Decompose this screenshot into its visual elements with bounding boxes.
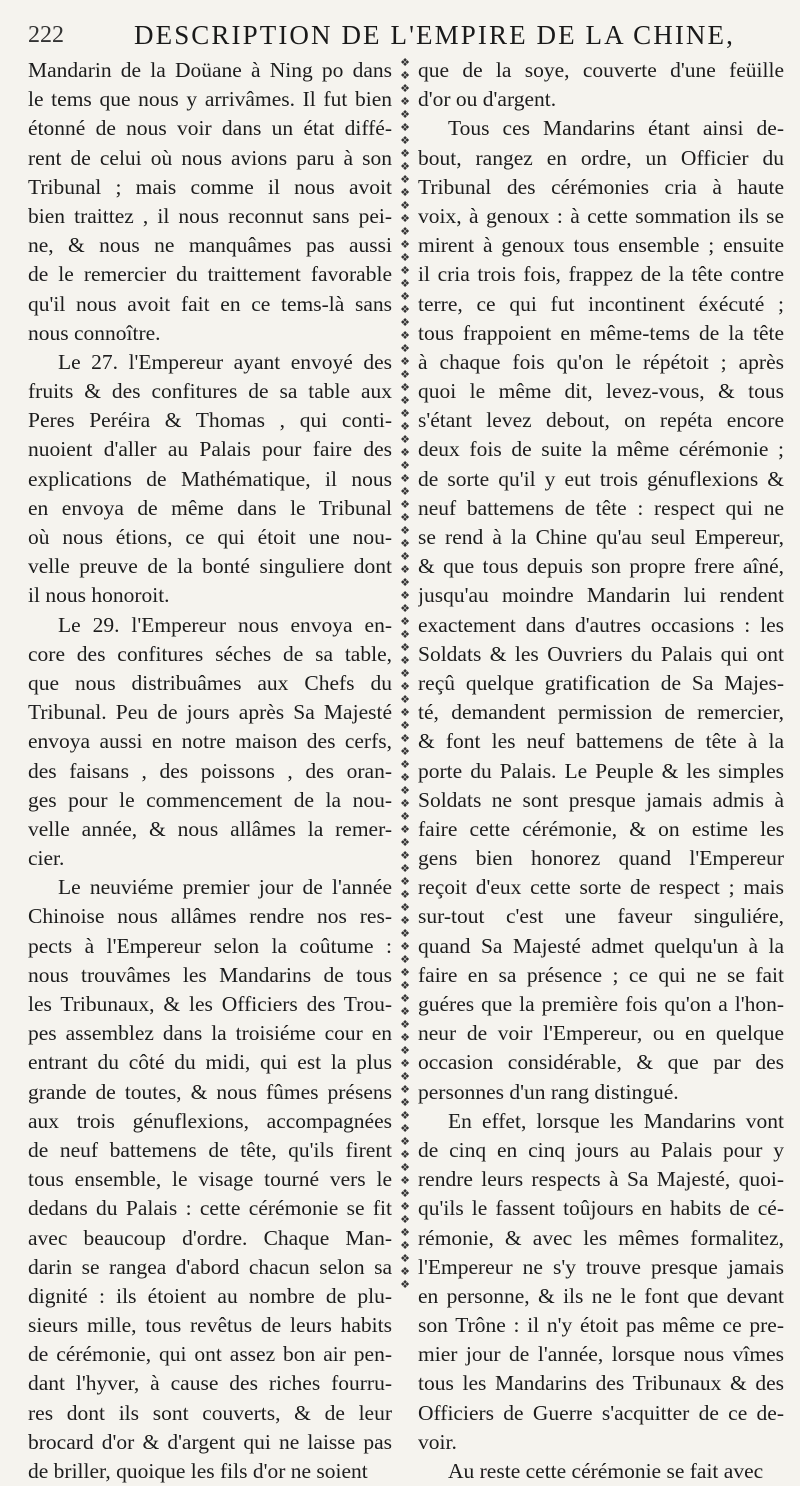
fleuron-ornament-icon: ❖ (400, 1070, 410, 1083)
text-line: à chaque fois qu'on le répétoit ; après (418, 349, 784, 374)
text-line: qu'ils le fassent toûjours en habits de cé- (418, 1196, 784, 1221)
text-line: dedans du Palais : cette cérémonie se fit (28, 1196, 392, 1221)
text-line: quand Sa Majesté admet quelqu'un à la (418, 933, 784, 958)
fleuron-ornament-icon: ❖ (400, 134, 410, 147)
fleuron-ornament-icon: ❖ (400, 1044, 410, 1057)
text-line: d'or ou d'argent. (418, 87, 557, 112)
fleuron-ornament-icon: ❖ (400, 589, 410, 602)
fleuron-ornament-icon: ❖ (400, 797, 410, 810)
text-line: s'étant levez debout, on repéta encore (418, 408, 784, 433)
fleuron-ornament-icon: ❖ (400, 199, 410, 212)
text-line: ges pour le commencement de la nou- (28, 787, 392, 812)
text-line: avec beaucoup d'ordre. Chaque Man- (28, 1225, 392, 1250)
text-line: son Trône : il n'y étoit pas même ce pre- (418, 1313, 784, 1338)
fleuron-ornament-icon: ❖ (400, 95, 410, 108)
text-line: étonné de nous voir dans un état diffé- (28, 116, 392, 141)
text-line: gens bien honorez quand l'Empereur (418, 846, 784, 871)
text-line: explications de Mathématique, il nous (28, 466, 392, 491)
fleuron-ornament-icon: ❖ (400, 1226, 410, 1239)
fleuron-ornament-icon: ❖ (400, 264, 410, 277)
fleuron-ornament-icon: ❖ (400, 368, 410, 381)
fleuron-ornament-icon: ❖ (400, 472, 410, 485)
fleuron-ornament-icon: ❖ (400, 979, 410, 992)
fleuron-ornament-icon: ❖ (400, 82, 410, 95)
text-line: reçoit d'eux cette sorte de respect ; mais (418, 875, 784, 900)
fleuron-ornament-icon: ❖ (400, 186, 410, 199)
text-line: té, demandent permission de remercier, (418, 700, 784, 725)
fleuron-ornament-icon: ❖ (400, 485, 410, 498)
fleuron-ornament-icon: ❖ (400, 576, 410, 589)
fleuron-ornament-icon: ❖ (400, 225, 410, 238)
text-line: rendre leurs respects à Sa Majesté, quoi- (418, 1167, 784, 1192)
text-line: voix, à genoux : à cette sommation ils se (418, 203, 784, 228)
fleuron-ornament-icon: ❖ (400, 1122, 410, 1135)
text-line: core des confitures séches de sa table, (28, 641, 392, 666)
text-line: occasion considérable, & que par des (418, 1050, 784, 1075)
text-line: reçû quelque gratification de Sa Majes- (418, 670, 784, 695)
fleuron-ornament-icon: ❖ (400, 1018, 410, 1031)
fleuron-ornament-icon: ❖ (400, 160, 410, 173)
text-line: rent de celui où nous avions paru à son (28, 145, 392, 170)
text-line: & font les neuf battemens de tête à la (418, 729, 784, 754)
text-line: neur de voir l'Empereur, ou en quelque (418, 1021, 784, 1046)
text-line: sieurs mille, tous revêtus de leurs habits (28, 1313, 392, 1338)
text-line: neuf battemens de tête : respect qui ne (418, 495, 784, 520)
fleuron-ornament-icon: ❖ (400, 381, 410, 394)
text-line: en envoya de même dans le Tribunal (28, 495, 392, 520)
text-line: Officiers de Guerre s'acquitter de ce de- (418, 1400, 784, 1425)
fleuron-ornament-icon: ❖ (400, 654, 410, 667)
text-line: il nous honoroit. (28, 583, 170, 608)
text-line: nous connoître. (28, 320, 161, 345)
text-line: aux trois génuflexions, accompagnées (28, 1108, 392, 1133)
text-line: En effet, lorsque les Mandarins vont (448, 1108, 784, 1133)
text-line: exactement dans d'autres occasions : les (418, 612, 784, 637)
fleuron-ornament-icon: ❖ (400, 108, 410, 121)
text-line: tous ensemble, le visage tourné vers le (28, 1167, 392, 1192)
text-line: dant l'hyver, à cause des riches fourru- (28, 1371, 392, 1396)
fleuron-ornament-icon: ❖ (400, 212, 410, 225)
text-line: le tems que nous y arrivâmes. Il fut bien (28, 87, 392, 112)
fleuron-ornament-icon: ❖ (400, 1005, 410, 1018)
text-line: que de la soye, couverte d'une feüille (418, 58, 784, 82)
fleuron-ornament-icon: ❖ (400, 1213, 410, 1226)
fleuron-ornament-icon: ❖ (400, 862, 410, 875)
fleuron-ornament-icon: ❖ (400, 446, 410, 459)
fleuron-ornament-icon: ❖ (400, 693, 410, 706)
text-line: que nous distribuâmes aux Chefs du (28, 670, 392, 695)
text-line: Le neuviéme premier jour de l'année (58, 875, 392, 900)
fleuron-ornament-icon: ❖ (400, 953, 410, 966)
fleuron-ornament-icon: ❖ (400, 563, 410, 576)
fleuron-ornament-icon: ❖ (400, 849, 410, 862)
text-line: faire cette cérémonie, & on estime les (418, 816, 784, 841)
fleuron-ornament-icon: ❖ (400, 537, 410, 550)
text-line: jusqu'au moindre Mandarin lui rendent (418, 583, 784, 608)
text-line: les Tribunaux, & les Officiers des Trou- (28, 992, 392, 1016)
text-line: l'Empereur ne s'y trouve presque jamais (418, 1254, 784, 1279)
text-line: Mandarin de la Doüane à Ning po dans (28, 58, 392, 82)
left-text-column (28, 56, 392, 1483)
text-line: Tribunal des cérémonies cria à haute (418, 174, 784, 199)
fleuron-ornament-icon: ❖ (400, 550, 410, 563)
fleuron-ornament-icon: ❖ (400, 342, 410, 355)
text-line: mirent à genoux tous ensemble ; ensuite (418, 233, 784, 258)
fleuron-ornament-icon: ❖ (400, 238, 410, 251)
fleuron-ornament-icon: ❖ (400, 615, 410, 628)
text-line: tous frappoient en même-tems de la tête (418, 320, 784, 345)
fleuron-ornament-icon: ❖ (400, 1200, 410, 1213)
fleuron-ornament-icon: ❖ (400, 277, 410, 290)
fleuron-ornament-icon: ❖ (400, 290, 410, 303)
text-line: Tribunal ; mais comme il nous avoit (28, 174, 392, 199)
text-line: ne, & nous ne manquâmes pas aussi (28, 233, 392, 258)
text-line: se rend à la Chine qu'au seul Empereur, (418, 525, 784, 549)
text-line: mier jour de l'année, lorsque nous vîmes (418, 1342, 784, 1367)
text-line: darin se rangea d'abord chacun selon sa (28, 1254, 392, 1279)
page-header (22, 14, 782, 54)
fleuron-ornament-icon: ❖ (400, 459, 410, 472)
text-line: dignité : ils étoient au nombre de plu- (28, 1283, 392, 1308)
text-line: deux fois de suite la même cérémonie ; (418, 437, 784, 462)
fleuron-ornament-icon: ❖ (400, 732, 410, 745)
fleuron-ornament-icon: ❖ (400, 888, 410, 901)
text-line: de briller, quoique les fils d'or ne soient (28, 1459, 368, 1483)
fleuron-ornament-icon: ❖ (400, 407, 410, 420)
fleuron-ornament-icon: ❖ (400, 810, 410, 823)
fleuron-ornament-icon: ❖ (400, 641, 410, 654)
fleuron-ornament-icon: ❖ (400, 1083, 410, 1096)
fleuron-ornament-icon: ❖ (400, 1148, 410, 1161)
fleuron-ornament-icon: ❖ (400, 524, 410, 537)
fleuron-ornament-icon: ❖ (400, 628, 410, 641)
fleuron-ornament-icon: ❖ (400, 823, 410, 836)
running-title: DESCRIPTION DE L'EMPIRE DE LA CHINE, (134, 20, 735, 50)
fleuron-ornament-icon: ❖ (400, 121, 410, 134)
text-line: bien traittez , il nous reconnut sans pei- (28, 203, 392, 228)
text-line: Tous ces Mandarins étant ainsi de- (448, 116, 784, 141)
text-line: voir. (418, 1429, 457, 1454)
fleuron-ornament-icon: ❖ (400, 1057, 410, 1070)
text-line: quoi le même dit, levez-vous, & tous (418, 379, 784, 404)
text-line: sur-tout c'est une faveur singuliére, (418, 904, 784, 929)
text-line: porte du Palais. Le Peuple & les simples (418, 758, 784, 783)
fleuron-ornament-icon: ❖ (400, 173, 410, 186)
text-line: de cinq en cinq jours au Palais pour y (418, 1137, 784, 1162)
fleuron-ornament-icon: ❖ (400, 901, 410, 914)
text-line: fruits & des confitures de sa table aux (28, 379, 392, 404)
page-number: 222 (28, 22, 64, 48)
fleuron-ornament-icon: ❖ (400, 1187, 410, 1200)
fleuron-ornament-icon: ❖ (400, 511, 410, 524)
text-line: guéres que la première fois qu'on a l'hon- (418, 992, 784, 1016)
fleuron-ornament-icon: ❖ (400, 433, 410, 446)
text-line: brocard d'or & d'argent qui ne laisse pas (28, 1429, 392, 1454)
text-line: tous les Mandarins des Tribunaux & des (418, 1371, 784, 1396)
fleuron-ornament-icon: ❖ (400, 1031, 410, 1044)
text-line: où nous étions, ce qui étoit une nou- (28, 525, 392, 549)
fleuron-ornament-icon: ❖ (400, 667, 410, 680)
text-line: bout, rangez en ordre, un Officier du (418, 145, 784, 170)
fleuron-ornament-icon: ❖ (400, 758, 410, 771)
fleuron-ornament-icon: ❖ (400, 329, 410, 342)
text-line: grande de toutes, & nous fûmes présens (28, 1079, 392, 1104)
text-line: Soldats ne sont presque jamais admis à (418, 787, 784, 812)
fleuron-ornament-icon: ❖ (400, 316, 410, 329)
fleuron-ornament-icon: ❖ (400, 251, 410, 264)
fleuron-ornament-icon: ❖ (400, 498, 410, 511)
text-line: Le 27. l'Empereur ayant envoyé des (58, 349, 392, 374)
fleuron-ornament-icon: ❖ (400, 706, 410, 719)
fleuron-ornament-icon: ❖ (400, 602, 410, 615)
text-line: velle année, & nous allâmes la remer- (28, 816, 392, 841)
fleuron-ornament-icon: ❖ (400, 420, 410, 433)
text-line: pes assemblez dans la troisiéme cour en (28, 1021, 392, 1046)
fleuron-ornament-icon: ❖ (400, 69, 410, 82)
text-line: rémonie, & avec les mêmes formalitez, (418, 1225, 784, 1250)
fleuron-ornament-icon: ❖ (400, 1265, 410, 1278)
fleuron-ornament-icon: ❖ (400, 1109, 410, 1122)
text-line: de le remercier du traittement favorable (28, 262, 392, 287)
text-line: velle preuve de la bonté singuliere dont (28, 554, 392, 579)
ornamental-column-divider (396, 56, 414, 1292)
fleuron-ornament-icon: ❖ (400, 875, 410, 888)
text-line: personnes d'un rang distingué. (418, 1079, 679, 1104)
fleuron-ornament-icon: ❖ (400, 940, 410, 953)
text-line: faire en sa présence ; ce qui ne se fait (418, 962, 784, 987)
fleuron-ornament-icon: ❖ (400, 992, 410, 1005)
fleuron-ornament-icon: ❖ (400, 680, 410, 693)
fleuron-ornament-icon: ❖ (400, 1239, 410, 1252)
text-line: envoya aussi en notre maison des cerfs, (28, 729, 392, 754)
text-line: terre, ce qui fut incontinent éxécuté ; (418, 291, 784, 316)
text-line: pects à l'Empereur selon la coûtume : (28, 933, 392, 958)
text-line: en personne, & ils ne le font que devant (418, 1283, 784, 1308)
right-text-column (418, 56, 784, 1483)
text-line: de cérémonie, qui ont assez bon air pen- (28, 1342, 392, 1367)
text-line: de sorte qu'il y eut trois génuflexions & (418, 466, 784, 491)
text-line: nous trouvâmes les Mandarins de tous (28, 962, 392, 987)
text-line: cier. (28, 846, 65, 871)
text-line: des faisans , des poissons , des oran- (28, 758, 392, 783)
text-line: Le 29. l'Empereur nous envoya en- (58, 612, 392, 637)
fleuron-ornament-icon: ❖ (400, 303, 410, 316)
text-line: & que tous depuis son propre frere aîné, (418, 554, 784, 579)
fleuron-ornament-icon: ❖ (400, 719, 410, 732)
fleuron-ornament-icon: ❖ (400, 771, 410, 784)
fleuron-ornament-icon: ❖ (400, 784, 410, 797)
fleuron-ornament-icon: ❖ (400, 1161, 410, 1174)
text-line: de neuf battemens de tête, qu'ils firent (28, 1137, 392, 1162)
fleuron-ornament-icon: ❖ (400, 147, 410, 160)
text-line: res dont ils sont couverts, & de leur (28, 1400, 392, 1425)
fleuron-ornament-icon: ❖ (400, 927, 410, 940)
fleuron-ornament-icon: ❖ (400, 1252, 410, 1265)
text-line: Chinoise nous allâmes rendre nos res- (28, 904, 392, 929)
text-line: Soldats & les Ouvriers du Palais qui ont (418, 641, 784, 666)
fleuron-ornament-icon: ❖ (400, 394, 410, 407)
fleuron-ornament-icon: ❖ (400, 1135, 410, 1148)
text-line: qu'il nous avoit fait en ce tems-là sans (28, 291, 392, 316)
fleuron-ornament-icon: ❖ (400, 836, 410, 849)
fleuron-ornament-icon: ❖ (400, 1278, 410, 1291)
text-line: Tribunal. Peu de jours après Sa Majesté (28, 700, 392, 725)
fleuron-ornament-icon: ❖ (400, 966, 410, 979)
text-line: Au reste cette cérémonie se fait avec (448, 1459, 764, 1483)
fleuron-ornament-icon: ❖ (400, 1096, 410, 1109)
fleuron-ornament-icon: ❖ (400, 355, 410, 368)
text-line: entrant du côté du midi, qui est la plus (28, 1050, 392, 1075)
fleuron-ornament-icon: ❖ (400, 1174, 410, 1187)
text-line: il cria trois fois, frappez de la tête contre (418, 262, 784, 287)
fleuron-ornament-icon: ❖ (400, 56, 410, 69)
fleuron-ornament-icon: ❖ (400, 914, 410, 927)
fleuron-ornament-icon: ❖ (400, 745, 410, 758)
text-line: Peres Peréira & Thomas , qui conti- (28, 408, 392, 433)
text-line: nuoient d'aller au Palais pour faire des (28, 437, 392, 462)
